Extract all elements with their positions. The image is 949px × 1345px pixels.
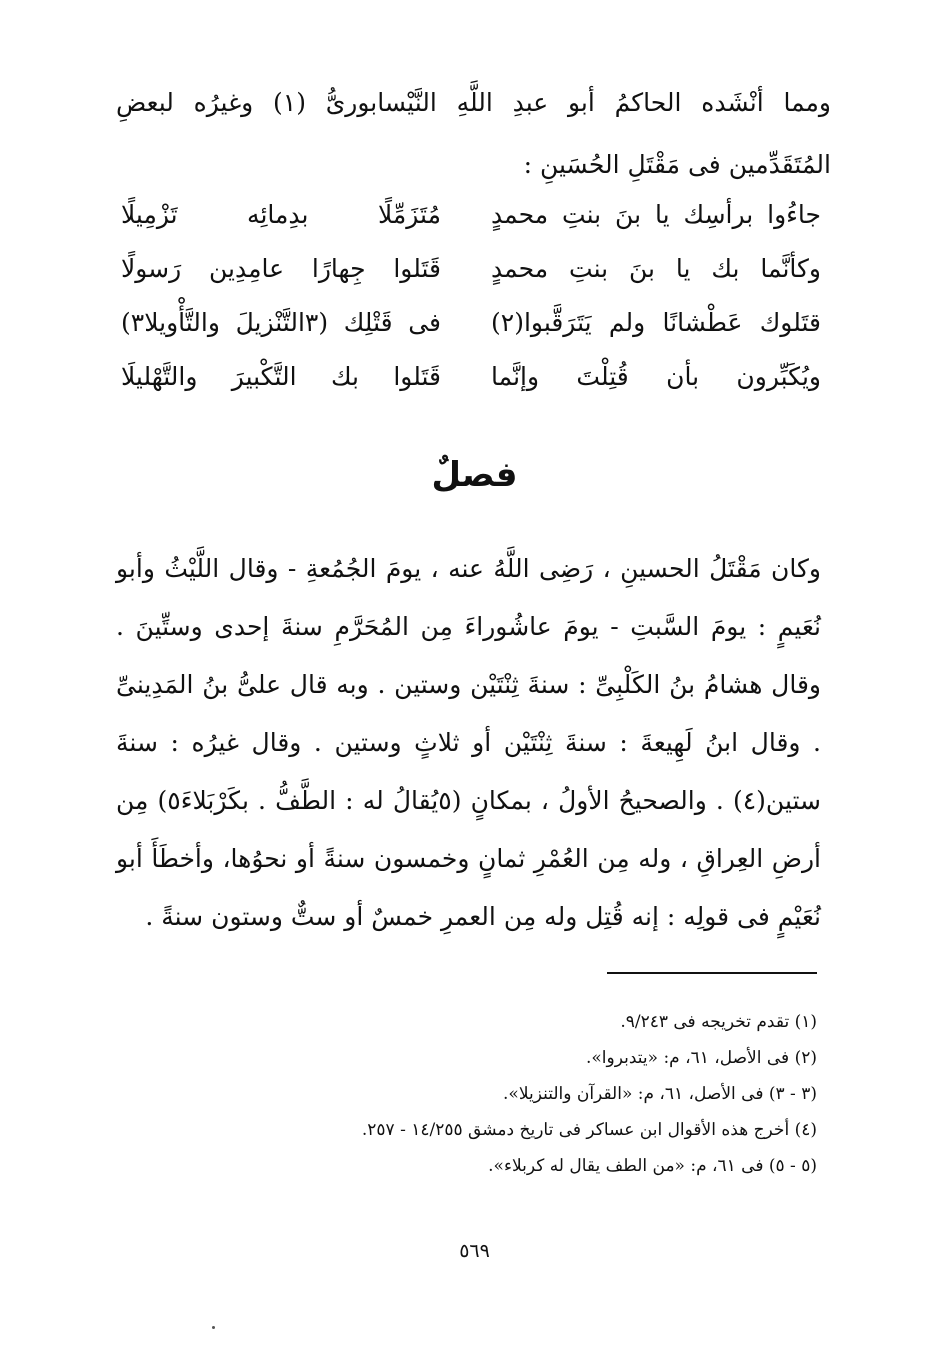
footnote: (٢) فى الأصل، ٦١، م: «يتدبروا».: [586, 1048, 817, 1068]
verse-line: [121, 350, 821, 404]
verse-first-hemistich: قتَلوك عَطْشانًا ولم يَتَرَقَّبوا(٢): [491, 308, 821, 337]
body-paragraph: وكان مَقْتَلُ الحسينِ ، رَضِى اللَّهُ عنه ، يومَ الجُمُعةِ - وقال اللَّيْثُ وأبو نُعَيمٍ : يومَ السَّبتِ - يومَ عاشُوراءَ مِن المُحَرَّمِ سنةَ إحدى وستِّينَ . وقال هشامُ بنُ الكَلْبِىِّ : سنةَ ثِنْتَيْن وستين . وبه قال علىُّ بنُ المَدِينىِّ . وقال ابنُ لَهِيعةَ : سنةَ ثِنْتَيْن أو ثلاثٍ وستين . وقال غيرُه : سنةَ ستين(٤) . والصحيحُ الأولُ ، بمكانٍ (٥يُقالُ له : الطَّفُّ . بكَرْبَلاءَ٥) مِن أرضِ العِراقِ ، وله مِن العُمْرِ ثمانٍ وخمسون سنةً أو نحوُها، وأخطَأَ أبو نُعَيْمٍ فى قولِه : إنه قُتِل وله مِن العمرِ خمسٌ أو ستٌّ وستون سنةً .: [116, 554, 821, 931]
verse-line: [121, 296, 821, 350]
footnote: (١) تقدم تخريجه فى ٩/٢٤٣.: [620, 1012, 817, 1032]
print-speck: [212, 1326, 215, 1329]
footnote: (٣ - ٣) فى الأصل، ٦١، م: «القرآن والتنزيلا».: [503, 1084, 817, 1104]
page-number: ٥٦٩: [459, 1240, 490, 1262]
footnote: (٤) أخرج هذه الأقوال ابن عساكر فى تاريخ دمشق ١٤/٢٥٥ - ٢٥٧.: [361, 1120, 817, 1140]
verse-first-hemistich: وكأنَّما بك يا بنَ بنتِ محمدٍ: [491, 254, 821, 283]
footnote: (٥ - ٥) فى ٦١، م: «من الطف يقال له كربلاء».: [488, 1156, 817, 1176]
verse-second-hemistich: قَتَلوا بك التَّكْبيرَ والتَّهْليلَا: [121, 362, 441, 391]
verse-first-hemistich: ويُكَبِّرون بأن قُتِلْتَ وإنَّما: [491, 362, 821, 391]
verse-line: [121, 242, 821, 296]
verse-second-hemistich: مُتَزَمِّلًا بدِمائِه تَزْمِيلًا: [121, 200, 441, 229]
verse-second-hemistich: فى قَتْلِك (٣التَّنْزيلَ والتَّأْويلا٣): [121, 308, 441, 337]
verse-second-hemistich: قَتَلوا جِهارًا عامِدِين رَسولًا: [121, 254, 441, 283]
intro-paragraph: ومما أنْشَده الحاكمُ أبو عبدِ اللَّهِ النَّيْسابورىُّ (١) وغيرُه لبعضِ المُتَقَدِّمين فى مَقْتَلِ الحُسَينِ :: [116, 88, 831, 179]
verse-line: [121, 188, 821, 242]
verse-first-hemistich: جاءُوا برأسِك يا بنَ بنتِ محمدٍ: [491, 200, 821, 229]
section-heading: فصلٌ: [431, 455, 518, 495]
poem: [121, 188, 821, 404]
footnote-separator: [607, 972, 817, 974]
footnotes: [257, 1004, 817, 1184]
